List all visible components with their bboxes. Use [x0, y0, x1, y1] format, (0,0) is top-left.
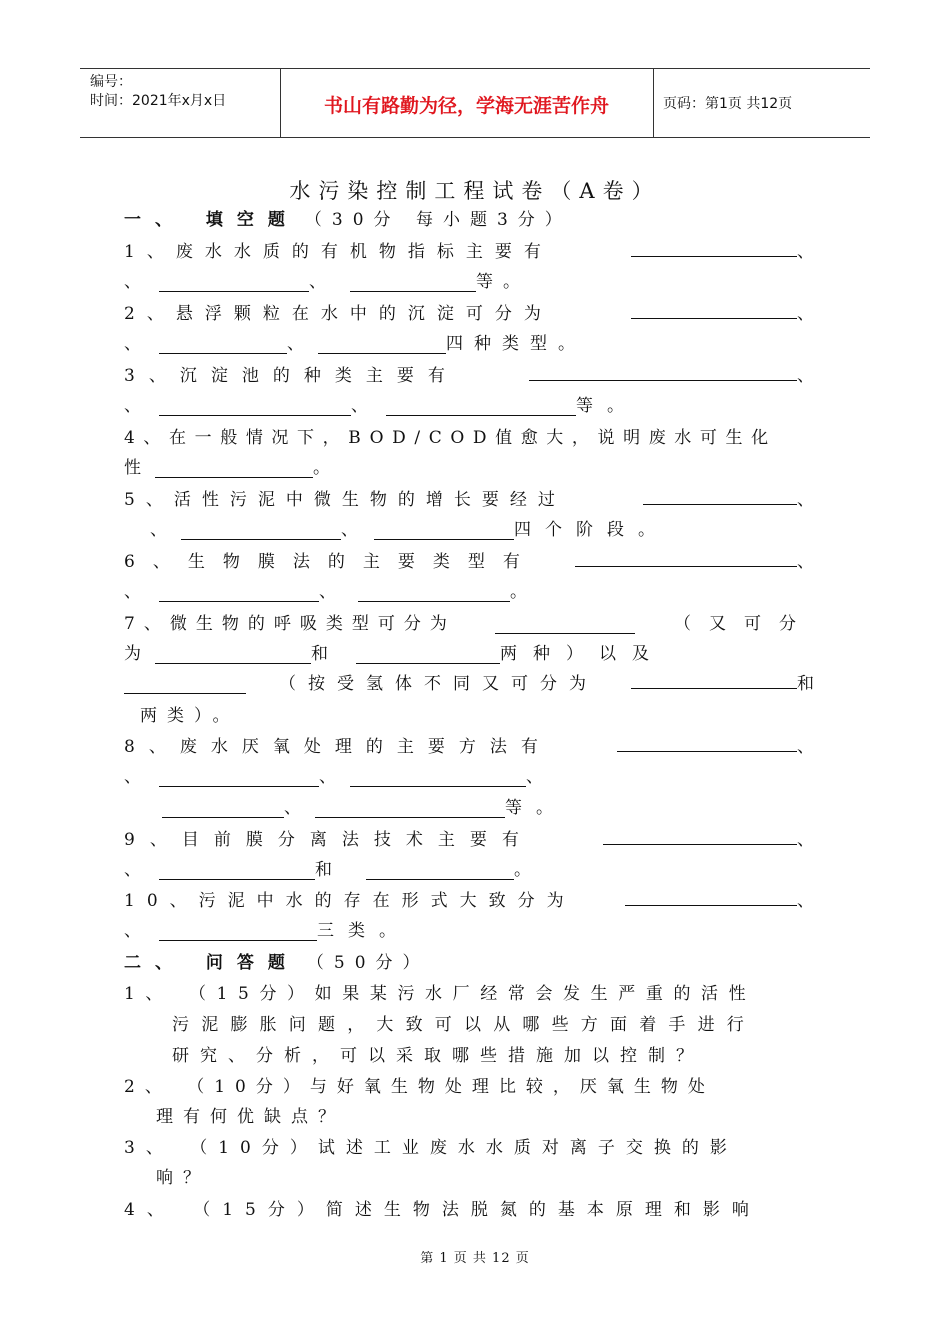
qa1-line2: 污泥膨胀问题，大致可以从哪些方面着手进行: [172, 1015, 756, 1035]
q2-blank-1[interactable]: 、: [631, 299, 814, 324]
question-line: 、 、 等。: [124, 272, 530, 292]
question-line: 、 等。: [124, 794, 814, 818]
question-line: 、 和 。: [124, 860, 531, 880]
qa1-line3: 研究、分析，可以采取哪些措施加以控制？: [172, 1046, 704, 1066]
question-line: [124, 486, 814, 510]
q6-blank-2[interactable]: [159, 583, 319, 602]
qa1-line1: 1、 （15分）如果某污水厂经常会发生严重的活性: [124, 984, 757, 1004]
q3-blank-2[interactable]: [159, 397, 351, 416]
header-meta: [90, 73, 226, 111]
number-label: 编号：: [90, 74, 132, 90]
question-line: 、 三类。: [124, 921, 410, 941]
q7-blank-2[interactable]: [155, 645, 311, 664]
q7-blank-4[interactable]: [124, 675, 246, 694]
q7-blank-1[interactable]: [495, 615, 635, 634]
question-line: 、 、 等。: [124, 396, 638, 416]
question-line: [124, 733, 814, 757]
q3-text: 3、沉淀池的种类主要有: [124, 366, 459, 386]
q2-text: 2、悬浮颗粒在水中的沉淀可分为: [124, 304, 553, 324]
q4-blank-1[interactable]: [155, 459, 313, 478]
question-line: 、 、 。: [124, 582, 527, 602]
time-label: 时间：2021年x月x日: [90, 93, 227, 109]
question-line: （按受氢体不同又可分为 和: [124, 670, 814, 694]
q3-blank-1[interactable]: 、: [529, 361, 814, 386]
question-line: [124, 826, 814, 850]
motto: 书山有路勤为径，学海无涯苦作舟: [323, 95, 609, 117]
q2-blank-3[interactable]: [318, 335, 446, 354]
q9-blank-2[interactable]: [159, 861, 315, 880]
q9-text: 9、目前膜分离法技术主要有: [124, 830, 534, 850]
q1-blank-2[interactable]: [159, 273, 309, 292]
q3-blank-3[interactable]: [386, 397, 576, 416]
q8-text: 8、废水厌氧处理的主要方法有: [124, 737, 552, 757]
q6-text: 6、生物膜法的主要类型有: [124, 552, 538, 572]
q8-blank-2[interactable]: [159, 768, 319, 787]
q7-blank-3[interactable]: [356, 645, 500, 664]
q2-blank-2[interactable]: [159, 335, 287, 354]
question-line: 为 和 两种）以及: [124, 644, 665, 664]
question-line: 、 、 、: [124, 767, 543, 787]
question-line: 、 、 四个阶段。: [150, 520, 669, 540]
question-line: 7、微生物的呼吸类型可分为 （又可分: [124, 610, 814, 634]
section1-note: （30分 每小题3分）: [304, 210, 572, 230]
q5-text: 5、活性污泥中微生物的增长要经过: [124, 490, 566, 510]
q6-blank-1[interactable]: 、: [575, 547, 814, 572]
question-line: [124, 548, 814, 572]
page-footer: 第 1 页 共 12 页: [420, 1251, 530, 1266]
question-line: [124, 300, 814, 324]
q7-text: 7、微生物的呼吸类型可分为: [124, 614, 456, 634]
question-line: [124, 887, 814, 911]
q8-blank-1[interactable]: 、: [617, 732, 814, 757]
section-heading: [124, 206, 814, 230]
qa2-line1: 2、 （10分）与好氧生物处理比较，厌氧生物处: [124, 1077, 715, 1097]
q8-blank-3[interactable]: [350, 768, 526, 787]
section1-heading: 一、 填空题: [124, 210, 299, 230]
question-line: [124, 424, 814, 448]
page-info: 页码：第1页 共12页: [663, 96, 793, 112]
qa3-line1: 3、 （10分）试述工业废水水质对离子交换的影: [124, 1138, 738, 1158]
q6-blank-3[interactable]: [358, 583, 510, 602]
q5-blank-3[interactable]: [374, 521, 514, 540]
section2-heading: 二、 问答题: [124, 953, 299, 973]
qa4-line1: 4、 （15分）简述生物法脱氮的基本原理和影响: [124, 1200, 761, 1220]
q8-blank-5[interactable]: [315, 799, 505, 818]
exam-title: 水污染控制工程试卷（A卷）: [289, 179, 661, 203]
page-header: [80, 68, 870, 138]
q10-blank-2[interactable]: [159, 922, 317, 941]
section2-note: （50分）: [306, 953, 430, 973]
question-line: 两类）。: [140, 706, 240, 726]
header-divider: [653, 69, 654, 137]
question-line: 性 。: [124, 458, 330, 478]
q7-blank-5[interactable]: [631, 670, 797, 689]
q5-blank-2[interactable]: [181, 521, 341, 540]
qa2-line2: 理有何优缺点？: [156, 1107, 345, 1127]
question-line: 、 、 四种类型。: [124, 334, 586, 354]
q9-blank-3[interactable]: [366, 861, 514, 880]
q10-blank-1[interactable]: 、: [625, 886, 814, 911]
question-line: [124, 362, 814, 386]
section-heading: [124, 949, 814, 973]
q4-text: 4、在一般情况下，BOD/COD值愈大，说明废水可生化: [124, 428, 777, 448]
q9-blank-1[interactable]: 、: [603, 825, 814, 850]
q10-text: 10、污泥中水的存在形式大致分为: [124, 891, 576, 911]
q5-blank-1[interactable]: 、: [643, 485, 814, 510]
q8-blank-4[interactable]: [162, 799, 284, 818]
q1-text: 1、废水水质的有机物指标主要有: [124, 242, 553, 262]
q1-blank-1[interactable]: 、: [631, 237, 814, 262]
question-line: [124, 238, 814, 262]
q1-blank-3[interactable]: [350, 273, 476, 292]
qa3-line2: 响？: [156, 1168, 210, 1188]
